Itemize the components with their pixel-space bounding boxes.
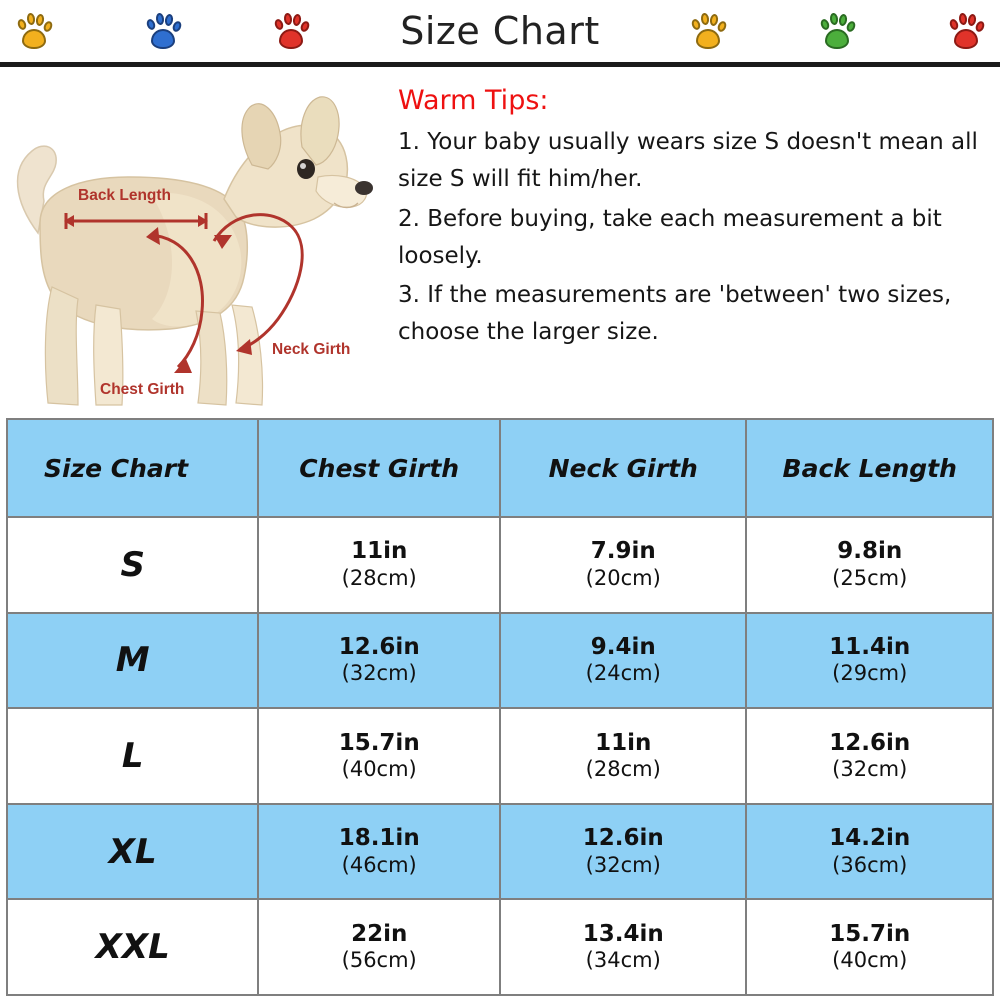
row-s-neck: 7.9in (20cm): [500, 517, 747, 613]
table-row: [7, 613, 993, 709]
row-m-back: 11.4in (29cm): [746, 613, 993, 709]
row-m-neck: 9.4in (24cm): [500, 613, 747, 709]
row-xxl-chest: 22in (56cm): [258, 899, 500, 995]
row-xxl-back: 15.7in (40cm): [746, 899, 993, 995]
paw-icon-red-1: [271, 9, 311, 53]
row-size-xxl: XXL: [7, 899, 258, 995]
row-size-l: L: [7, 708, 258, 804]
row-size-xl: XL: [7, 804, 258, 900]
row-l-neck: 11in (28cm): [500, 708, 747, 804]
top-section: [0, 67, 1000, 415]
paw-icon-yellow-1: [14, 9, 54, 53]
paw-icon-red-2: [946, 9, 986, 53]
row-size-m: M: [7, 613, 258, 709]
table-row: [7, 899, 993, 995]
row-xxl-neck: 13.4in (34cm): [500, 899, 747, 995]
row-xl-neck: 12.6in (32cm): [500, 804, 747, 900]
table-header-row: [7, 419, 993, 517]
label-chest-girth: Chest Girth: [100, 381, 185, 398]
row-s-chest: 11in (28cm): [258, 517, 500, 613]
row-s-back: 9.8in (25cm): [746, 517, 993, 613]
table-row: [7, 517, 993, 613]
table-row: [7, 708, 993, 804]
table-header-chest: Chest Girth: [258, 419, 500, 517]
size-table-container: [6, 418, 994, 996]
row-l-back: 12.6in (32cm): [746, 708, 993, 804]
row-xl-chest: 18.1in (46cm): [258, 804, 500, 900]
label-back-length: Back Length: [78, 187, 172, 204]
row-size-s: S: [7, 517, 258, 613]
paw-icon-green: [817, 9, 857, 53]
table-header-neck: Neck Girth: [500, 419, 747, 517]
label-neck-girth: Neck Girth: [272, 341, 351, 358]
warm-tips-title: Warm Tips:: [398, 85, 549, 116]
page-title: Size Chart: [400, 9, 600, 53]
row-l-chest: 15.7in (40cm): [258, 708, 500, 804]
warm-tips-section: [392, 73, 1000, 415]
size-table: [6, 418, 994, 996]
table-row: [7, 804, 993, 900]
row-m-chest: 12.6in (32cm): [258, 613, 500, 709]
table-header-back: Back Length: [746, 419, 993, 517]
row-xl-back: 14.2in (36cm): [746, 804, 993, 900]
warm-tip-2: 2. Before buying, take each measurement a bit loosely.: [398, 205, 942, 269]
paw-icon-blue: [143, 9, 183, 53]
dog-illustration: [0, 73, 392, 413]
warm-tip-1: 1. Your baby usually wears size S doesn't mean all size S will fit him/her.: [398, 129, 978, 193]
table-header-size: Size Chart: [7, 419, 258, 517]
header: [0, 0, 1000, 62]
dog-measurement-diagram: [0, 73, 392, 413]
paw-icon-yellow-2: [688, 9, 728, 53]
warm-tip-3: 3. If the measurements are 'between' two sizes, choose the larger size.: [398, 282, 952, 346]
